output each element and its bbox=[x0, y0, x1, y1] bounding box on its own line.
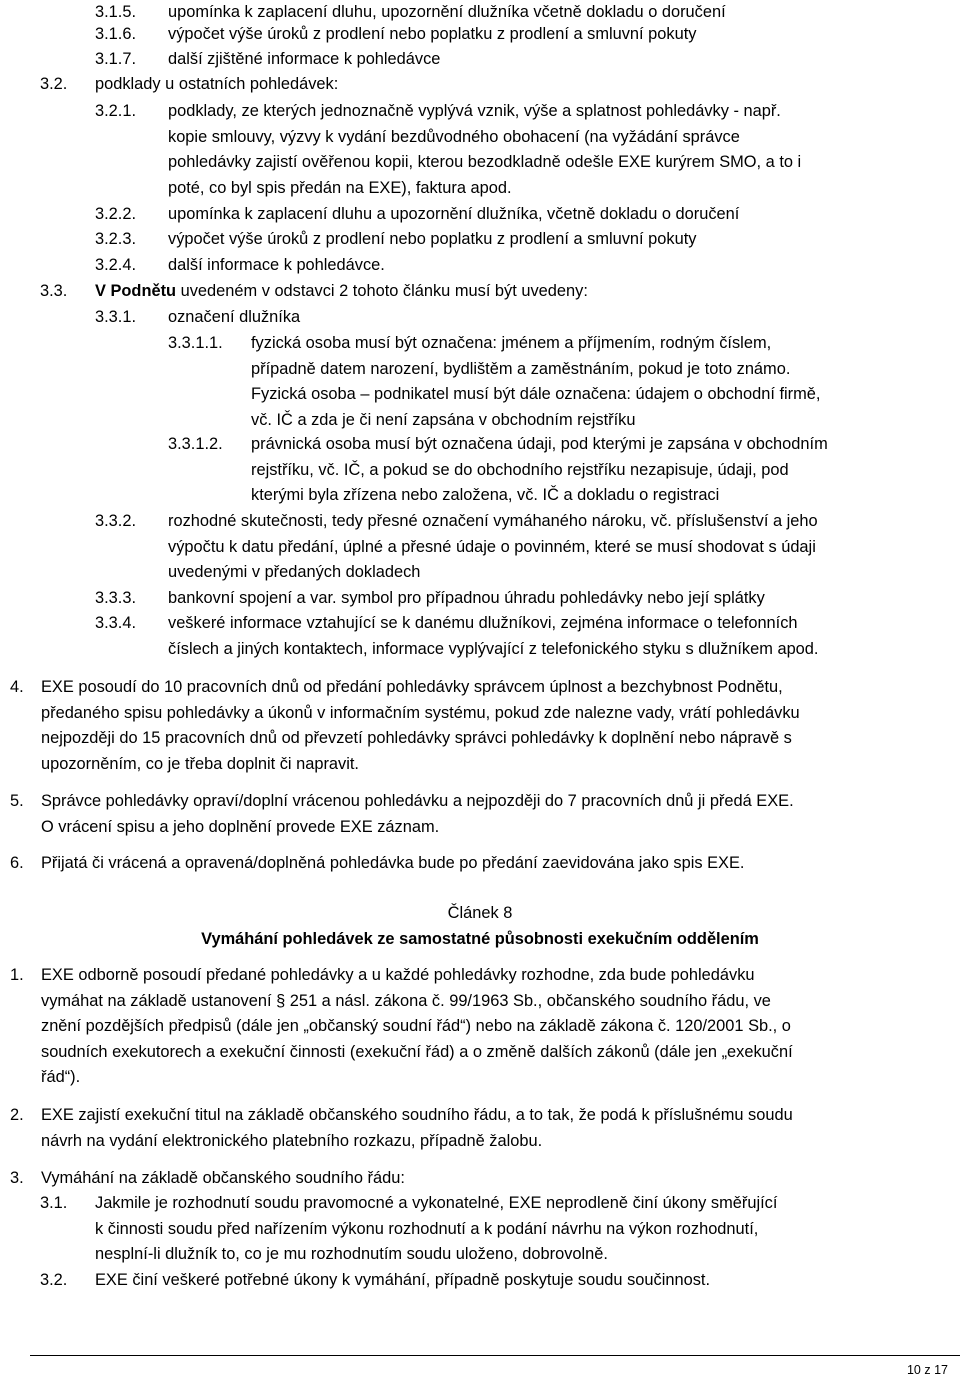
text-line: kopie smlouvy, výzvy k vydání bezdůvodného obohacení (na vyžádání správce bbox=[168, 127, 740, 146]
item-number: 3.2.4. bbox=[95, 256, 137, 274]
item-text bbox=[251, 432, 828, 509]
item-text-rest: uvedeném v odstavci 2 tohoto článku musí být uvedeny: bbox=[176, 282, 588, 300]
item-text: označení dlužníka bbox=[168, 308, 301, 326]
text-line: Jakmile je rozhodnutí soudu pravomocné a vykonatelné, EXE neprodleně činí úkony směřující bbox=[95, 1194, 778, 1212]
item-text: upomínka k zaplacení dluhu a upozornění dlužníka, včetně dokladu o doručení bbox=[168, 205, 740, 223]
item-text bbox=[41, 963, 793, 1091]
item-text: Vymáhání na základě občanského soudního řádu: bbox=[41, 1169, 405, 1187]
item-number: 4. bbox=[10, 678, 24, 696]
text-line: rozhodné skutečnosti, tedy přesné označení vymáhaného nároku, vč. příslušenství a jeho bbox=[168, 512, 818, 530]
text-line: uvedenými v předaných dokladech bbox=[168, 563, 421, 581]
bold-term: V Podnětu bbox=[95, 282, 177, 300]
page-number: 10 z 17 bbox=[906, 1363, 948, 1377]
item-text: výpočet výše úroků z prodlení nebo poplatku z prodlení a smluvní pokuty bbox=[168, 230, 697, 248]
item-number: 3.1.7. bbox=[95, 50, 137, 68]
item-number: 1. bbox=[10, 966, 24, 984]
item-number: 3.2.3. bbox=[95, 230, 137, 248]
text-line: nejpozději do 15 pracovních dnů od převzetí pohledávky správci pohledávky k doplnění nebo nápravě s bbox=[41, 729, 792, 747]
item-number: 3.3.4. bbox=[95, 614, 137, 632]
item-number: 3.3.3. bbox=[95, 589, 137, 607]
item-text bbox=[95, 279, 588, 305]
item-number: 3.1.6. bbox=[95, 25, 137, 43]
item-text: bankovní spojení a var. symbol pro případnou úhradu pohledávky nebo její splátky bbox=[168, 589, 765, 607]
item-number: 3.3.1.2. bbox=[168, 435, 223, 453]
item-number: 3. bbox=[10, 1169, 24, 1187]
text-line: EXE posoudí do 10 pracovních dnů od předání pohledávky správcem úplnost a bezchybnost Podnětu, bbox=[41, 678, 783, 696]
item-number: 3.1.5. bbox=[95, 3, 137, 21]
item-text: další zjištěné informace k pohledávce bbox=[168, 50, 441, 68]
item-number: 5. bbox=[10, 792, 24, 810]
text-line: soudních exekutorech a exekuční činnosti (exekuční řád) a o změně dalších zákonů (dále jen „exekuční bbox=[41, 1042, 793, 1061]
text-line: veškeré informace vztahující se k danému dlužníkovi, zejména informace o telefonních bbox=[168, 614, 798, 632]
text-line: kterými byla zřízena nebo založena, vč. IČ a dokladu o registraci bbox=[251, 486, 720, 504]
footer-divider bbox=[30, 1355, 960, 1356]
item-text: EXE činí veškeré potřebné úkony k vymáhání, případně poskytuje soudu součinnost. bbox=[95, 1271, 711, 1289]
article-title: Článek 8 bbox=[447, 904, 513, 922]
item-text: výpočet výše úroků z prodlení nebo poplatku z prodlení a smluvní pokuty bbox=[168, 25, 697, 43]
item-number: 3.2. bbox=[40, 1271, 68, 1289]
item-number: 3.3.1. bbox=[95, 308, 137, 326]
item-text: Přijatá či vrácená a opravená/doplněná pohledávka bude po předání zaevidována jako spis EXE. bbox=[41, 854, 745, 872]
text-line: fyzická osoba musí být označena: jménem a příjmením, rodným číslem, bbox=[251, 334, 772, 352]
item-text bbox=[168, 509, 818, 586]
text-line: předaného spisu pohledávky a úkonů v informačním systému, pokud zde nalezne vady, vrátí pohledávku bbox=[41, 703, 800, 722]
text-line: upozorněním, co je třeba doplnit či napravit. bbox=[41, 754, 359, 773]
text-line: poté, co byl spis předán na EXE), faktura apod. bbox=[168, 178, 512, 197]
text-line: Správce pohledávky opraví/doplní vrácenou pohledávku a nejpozději do 7 pracovních dnů ji předá EXE. bbox=[41, 792, 794, 810]
article-subtitle: Vymáhání pohledávek ze samostatné působnosti exekučním oddělením bbox=[201, 930, 759, 948]
text-line: číslech a jiných kontaktech, informace vyplývající z telefonického styku s dlužníkem apod. bbox=[168, 639, 819, 658]
text-line: O vrácení spisu a jeho doplnění provede EXE záznam. bbox=[41, 817, 440, 836]
item-number: 3.3. bbox=[40, 282, 68, 300]
item-text bbox=[251, 331, 820, 433]
item-text bbox=[41, 789, 794, 840]
item-number: 3.3.1.1. bbox=[168, 334, 223, 352]
item-text bbox=[41, 675, 800, 777]
item-number: 6. bbox=[10, 854, 24, 872]
item-text: podklady u ostatních pohledávek: bbox=[95, 75, 339, 93]
item-text bbox=[95, 1191, 777, 1268]
text-line: vymáhat na základě ustanovení § 251 a násl. zákona č. 99/1963 Sb., občanského soudního řádu, ve bbox=[41, 991, 771, 1010]
text-line: vč. IČ a zda je či není zapsána v obchodním rejstříku bbox=[251, 410, 636, 429]
text-line: k činnosti soudu před nařízením výkonu rozhodnutí a k podání návrhu na výkon rozhodnutí, bbox=[95, 1219, 759, 1238]
text-line: znění pozdějších předpisů (dále jen „občanský soudní řád“) nebo na základě zákona č. 120/2001 Sb., o bbox=[41, 1017, 791, 1035]
text-line: pohledávky zajistí ověřenou kopii, kterou bezodkladně odešle EXE kurýrem SMO, a to i bbox=[168, 153, 802, 171]
text-line: řád“). bbox=[41, 1068, 81, 1086]
item-number: 2. bbox=[10, 1106, 24, 1124]
text-line: právnická osoba musí být označena údaji, pod kterými je zapsána v obchodním bbox=[251, 435, 828, 453]
item-number: 3.2. bbox=[40, 75, 68, 93]
text-line: výpočtu k datu předání, úplné a přesné údaje o povinném, které se musí shodovat s údaji bbox=[168, 537, 816, 556]
item-number: 3.2.1. bbox=[95, 102, 137, 120]
item-text bbox=[168, 611, 818, 662]
item-number: 3.3.2. bbox=[95, 512, 137, 530]
text-line: EXE odborně posoudí předané pohledávky a u každé pohledávky rozhodne, zda bude pohledávku bbox=[41, 966, 755, 984]
item-number: 3.1. bbox=[40, 1194, 68, 1212]
text-line: rejstříku, vč. IČ, a pokud se do obchodního rejstříku nezapisuje, údaji, pod bbox=[251, 460, 789, 479]
text-line: EXE zajistí exekuční titul na základě občanského soudního řádu, a to tak, že podá k příslušnému soudu bbox=[41, 1106, 793, 1124]
text-line: Fyzická osoba – podnikatel musí být dále označena: údajem o obchodní firmě, bbox=[251, 385, 821, 403]
text-line: podklady, ze kterých jednoznačně vyplývá vznik, výše a splatnost pohledávky - např. bbox=[168, 102, 781, 120]
item-text: upomínka k zaplacení dluhu, upozornění dlužníka včetně dokladu o doručení bbox=[168, 3, 726, 21]
item-number: 3.2.2. bbox=[95, 205, 137, 223]
text-line: návrh na vydání elektronického platebního rozkazu, případně žalobu. bbox=[41, 1131, 543, 1150]
item-text bbox=[41, 1103, 793, 1154]
item-text: další informace k pohledávce. bbox=[168, 256, 385, 274]
text-line: nesplní-li dlužník to, co je mu rozhodnutím soudu uloženo, dobrovolně. bbox=[95, 1245, 608, 1263]
text-line: případně datem narození, bydlištěm a zaměstnáním, pokud je toto známo. bbox=[251, 359, 791, 378]
item-text bbox=[168, 99, 801, 201]
